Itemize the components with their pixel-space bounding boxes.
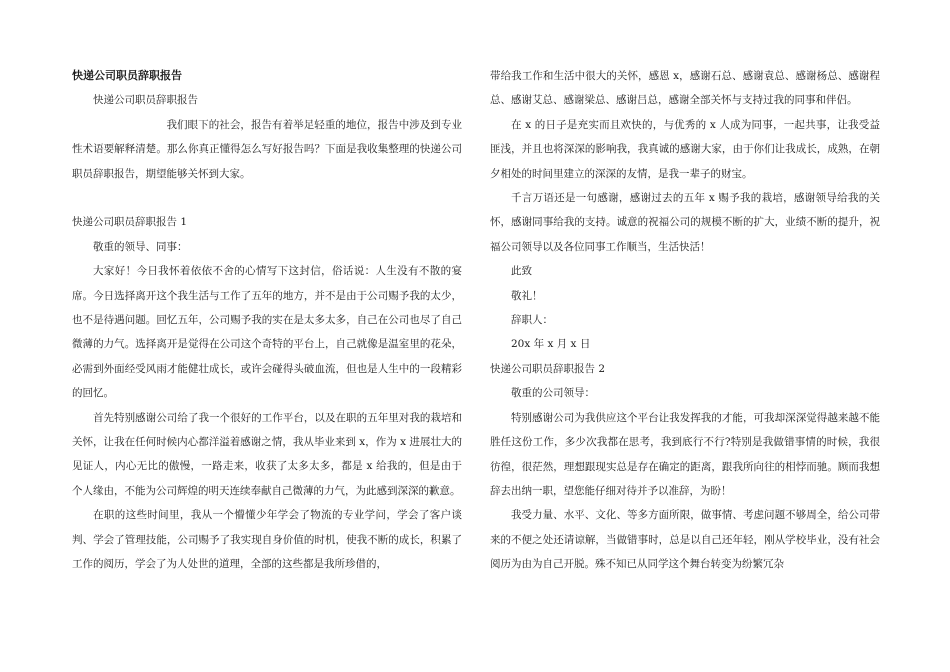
signature-date: 20x 年 x 月 x 日 bbox=[511, 338, 591, 351]
closing-respect: 敬礼！ bbox=[511, 289, 543, 302]
report2-greeting: 敬重的公司领导： bbox=[511, 387, 595, 400]
document-subtitle: 快递公司职员辞职报告 bbox=[93, 94, 198, 107]
report1-paragraph-3: 在职的这些时间里，我从一个懵懂少年学会了物流的专业学问，学会了客户谈判、学会了管理技能，公司赐予了我实现自身价值的时机，使我不断的成长，积累了工作的阅历，学会了为人处世的道理，全部的这些都是我所珍借的， bbox=[72, 509, 462, 571]
report1-paragraph-1: 大家好！今日我怀着依依不舍的心情写下这封信，俗话说：人生没有不散的宴席。今日选择离开这个我生活与工作了五年的地方，并不是由于公司赐予我的太少，也不是待遇问题。回忆五年，公司赐予我的实在是太多太多，自己在公司也尽了自己微薄的力气。选择离开是觉得在公司这个奇特的平台上，自己就像是温室里的花朵，必需到外面经受风雨才能健壮成长，或许会碰得头破血流，但也是人生中的一段精彩的回忆。 bbox=[72, 265, 462, 400]
report1-greeting: 敬重的领导、同事： bbox=[93, 240, 188, 253]
report1-paragraph-4: 带给我工作和生活中很大的关怀，感恩 x，感谢石总、感谢袁总、感谢杨总、感谢程总、感谢艾总、感谢梁总、感谢吕总，感谢全部关怀与支持过我的同事和伴侣。 bbox=[490, 70, 880, 107]
document-title: 快递公司职员辞职报告 bbox=[72, 69, 182, 82]
report1-paragraph-2: 首先特别感谢公司给了我一个很好的工作平台，以及在职的五年里对我的栽培和关怀，让我在任何时候内心都洋溢着感谢之情，我从毕业来到 x，作为 x 进展壮大的见证人，内心无比的傲慢，一路走来，收获了太多太多，都是 x 给我的，但是由于个人缘由，不能为公司辉煌的明天连续奉献自己微薄的力气，为此感到深深的歉意。 bbox=[72, 411, 462, 497]
report1-paragraph-6: 千言万语还是一句感谢，感谢过去的五年 x 赐予我的栽培，感谢领导给我的关怀，感谢同事给我的支持。诚意的祝福公司的规模不断的扩大，业绩不断的提升，祝福公司领导以及各位同事工作顺当，生活快活！ bbox=[490, 192, 880, 253]
report2-heading: 快递公司职员辞职报告 2 bbox=[490, 362, 606, 375]
intro-paragraph: 我们眼下的社会，报告有着举足轻重的地位，报告中涉及到专业性术语要解释清楚。那么你真正懂得怎么写好报告吗？下面是我收集整理的快递公司职员辞职报告，期望能够关怀到大家。 bbox=[72, 118, 462, 180]
closing-salutation: 此致 bbox=[511, 265, 532, 278]
right-column bbox=[490, 64, 880, 577]
report1-heading: 快递公司职员辞职报告 1 bbox=[72, 216, 188, 229]
paragraph-gap bbox=[72, 186, 462, 210]
report2-paragraph-1: 特别感谢公司为我供应这个平台让我发挥我的才能，可我却深深觉得越来越不能胜任这份工作，多少次我都在思考，我到底行不行?特别是我做错事情的时候，我很彷徨，很茫然，理想跟现实总是存在确定的距离，跟我所向往的相悖而驰。顾而我想辞去出纳一职，望您能仔细对待并予以准辞，为盼！ bbox=[490, 411, 880, 497]
report2-paragraph-2: 我受力量、水平、文化、等多方面所限，做事情、考虑问题不够周全，给公司带来的不便之处还请谅解，当做错事时，总是以自己还年轻，刚从学校毕业，没有社会阅历为由为自己开脱。殊不知已从同学这个舞台转变为纷繁冗杂 bbox=[490, 509, 880, 571]
left-column bbox=[72, 64, 462, 577]
report1-paragraph-5: 在 x 的日子是充实而且欢快的，与优秀的 x 人成为同事，一起共事，让我受益匪浅，并且也将深深的影响我，我真诚的感谢大家，由于你们让我成长，成熟，在朝夕相处的时间里建立的深深的友情，是我一辈子的财宝。 bbox=[490, 118, 880, 180]
signature-label: 辞职人： bbox=[511, 314, 553, 327]
